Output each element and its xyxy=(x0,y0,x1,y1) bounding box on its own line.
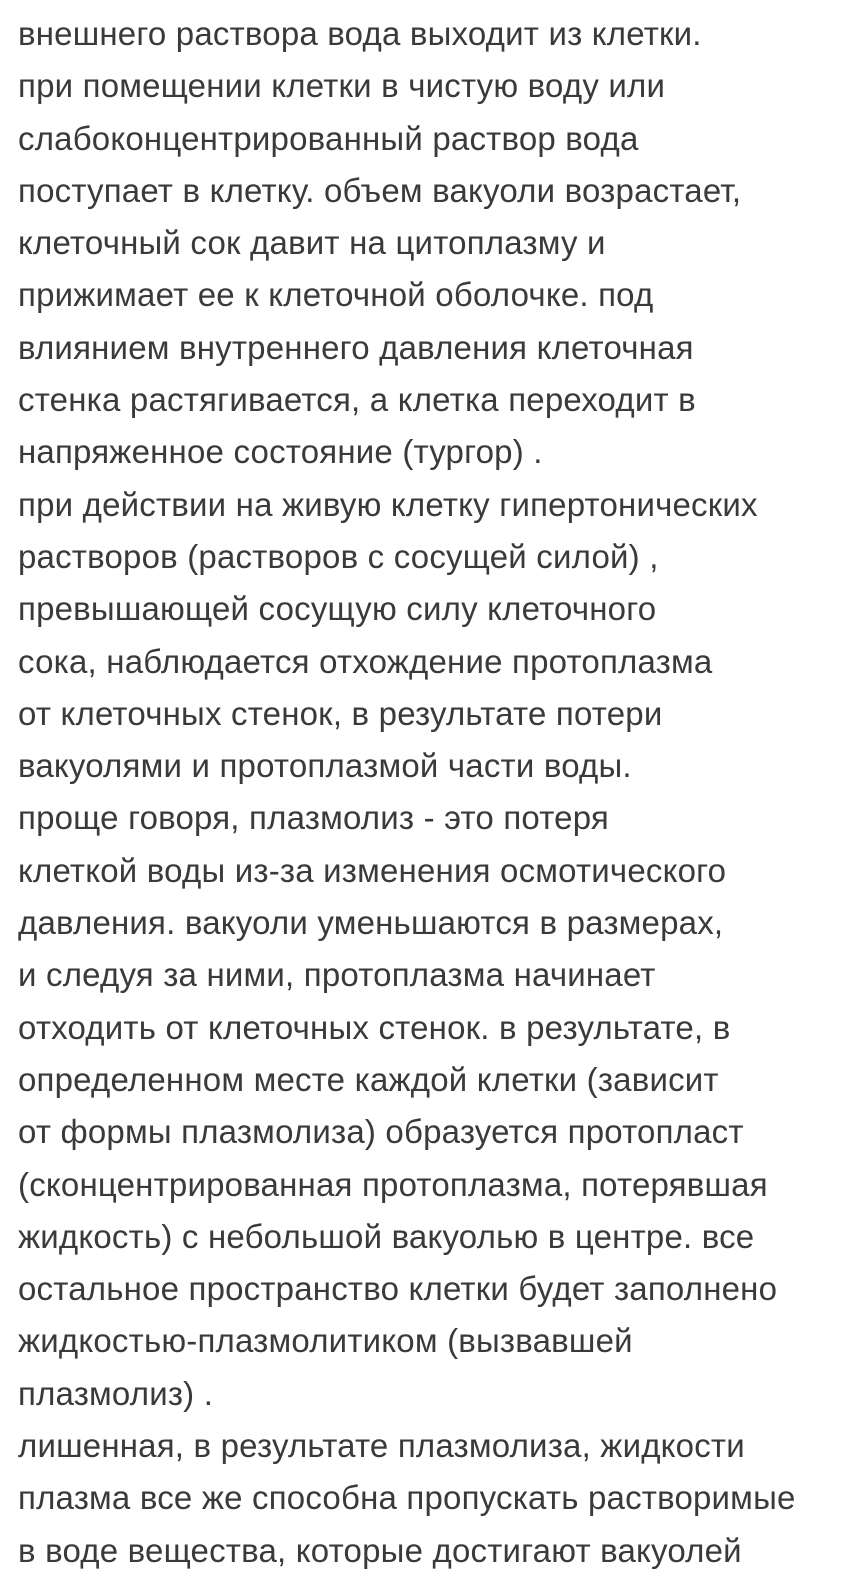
text-line: внешнего раствора вода выходит из клетки. xyxy=(18,15,702,52)
text-line: превышающей сосущую силу клеточного xyxy=(18,590,657,628)
text-line: в воде вещества, которые достигают вакуолей xyxy=(18,1531,742,1569)
text-line: (сконцентрированная протоплазма, потерявшая xyxy=(18,1165,768,1203)
text-line: жидкость) с небольшой вакуолью в центре. все xyxy=(18,1217,755,1255)
text-line: от клеточных стенок, в результате потери xyxy=(18,694,663,732)
text-line: растворов (растворов с сосущей силой) , xyxy=(18,537,659,575)
text-line: слабоконцентрированный раствор вода xyxy=(18,119,639,157)
text-line: клеточный сок давит на цитоплазму и xyxy=(18,224,606,262)
text-line: вакуолями и протоплазмой части воды. xyxy=(18,747,632,785)
text-line: от формы плазмолиза) образуется протопласт xyxy=(18,1113,744,1151)
text-line: при помещении клетки в чистую воду или xyxy=(18,67,666,105)
text-line: отходить от клеточных стенок. в результате, в xyxy=(18,1008,731,1046)
text-line: проще говоря, плазмолиз - это потеря xyxy=(18,799,609,837)
text-line: определенном месте каждой клетки (зависит xyxy=(18,1060,719,1098)
text-line: лишенная, в результате плазмолиза, жидкости xyxy=(18,1427,745,1465)
text-line: плазма все же способна пропускать растворимые xyxy=(18,1479,796,1517)
document-text xyxy=(18,8,864,1571)
text-line: прижимает ее к клеточной оболочке. под xyxy=(18,276,654,314)
text-line: давления. вакуоли уменьшаются в размерах, xyxy=(18,904,724,942)
text-line: при действии на живую клетку гипертонических xyxy=(18,485,758,523)
text-line: стенка растягивается, а клетка переходит в xyxy=(18,381,696,419)
text-line: жидкостью-плазмолитиком (вызвавшей xyxy=(18,1322,633,1360)
text-line: сока, наблюдается отхождение протоплазма xyxy=(18,642,713,680)
text-line: остальное пространство клетки будет заполнено xyxy=(18,1270,778,1308)
text-line: поступает в клетку. объем вакуоли возрастает, xyxy=(18,171,742,209)
text-line: плазмолиз) . xyxy=(18,1374,214,1412)
text-line: напряженное состояние (тургор) . xyxy=(18,433,543,471)
text-line: влиянием внутреннего давления клеточная xyxy=(18,328,694,366)
text-line: и следуя за ними, протоплазма начинает xyxy=(18,956,656,994)
text-line: клеткой воды из-за изменения осмотического xyxy=(18,851,727,889)
